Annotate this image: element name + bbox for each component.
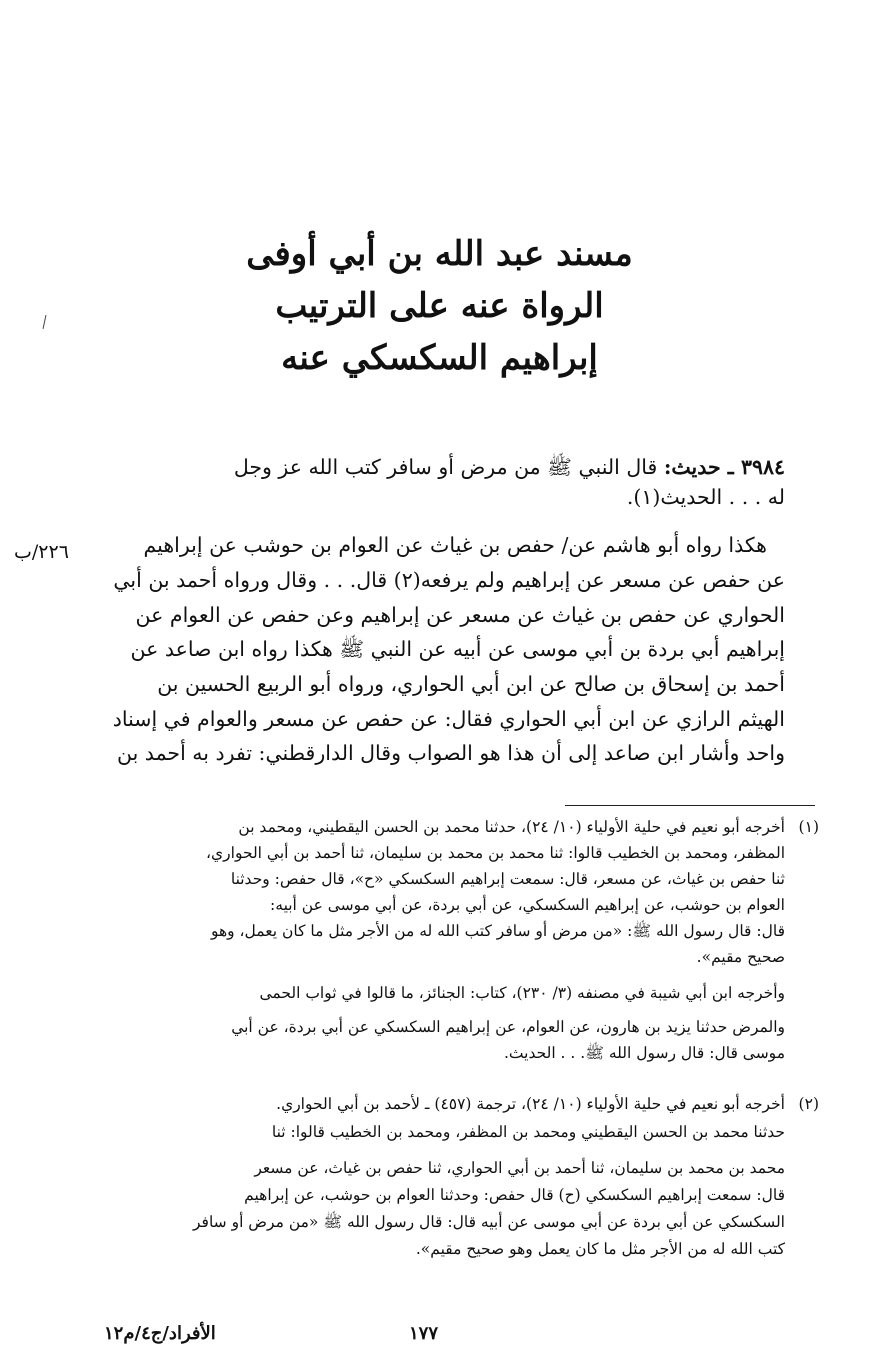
- footnote-separator: [565, 805, 815, 806]
- footnote-2-line: قال: سمعت إبراهيم السكسكي (ح) قال حفص: وحدثنا العوام بن حوشب، عن إبراهيم: [244, 1186, 785, 1204]
- footnote-1-line: أخرجه أبو نعيم في حلية الأولياء (١٠/ ٢٤)، حدثنا محمد بن الحسن اليقطيني، ومحمد بن: [238, 818, 785, 836]
- margin-folio-note: ٢٢٦/ب: [14, 541, 69, 563]
- page-number: ١٧٧: [409, 1323, 439, 1344]
- printer-signature: الأفراد/ج٤/م١٢: [104, 1323, 216, 1344]
- section-titles: [0, 228, 879, 384]
- footnote-2-line: كتب الله له من الأجر مثل ما كان يعمل وهو صحيح مقيم».: [415, 1240, 785, 1258]
- footnote-2-number: (٢): [798, 1095, 819, 1113]
- title-ibrahim: إبراهيم السكسكي عنه: [281, 338, 598, 378]
- hadith-text: قال النبي ﷺ من مرض أو سافر كتب الله عز وجل: [233, 455, 664, 479]
- title-musnad: مسند عبد الله بن أبي أوفى: [246, 234, 633, 274]
- footnote-2-line: السكسكي عن أبي بردة عن أبي موسى عن أبيه قال: قال رسول الله ﷺ «من مرض أو سافر: [192, 1213, 785, 1231]
- hadith-line-2: له . . . الحديث(١).: [626, 485, 785, 509]
- footnote-2-line: حدثنا محمد بن الحسن اليقطيني ومحمد بن المظفر، ومحمد بن الخطيب قالوا: ثنا: [271, 1123, 785, 1141]
- footnote-2-line: محمد بن محمد بن سليمان، ثنا أحمد بن أبي الحواري، ثنا حفص بن غياث، عن مسعر: [254, 1159, 785, 1177]
- footnote-1-line: قال: قال رسول الله ﷺ: «من مرض أو سافر كتب الله له من الأجر مثل ما كان يعمل، وهو: [210, 922, 785, 940]
- footnote-1-line: المظفر، ومحمد بن الخطيب قالوا: ثنا محمد بن محمد بن سليمان، ثنا أحمد بن أبي الحواري،: [206, 844, 785, 862]
- body-line-7: واحد وأشار ابن صاعد إلى أن هذا هو الصواب وقال الدارقطني: تفرد به أحمد بن: [116, 741, 785, 765]
- footnote-1-number: (١): [798, 818, 819, 836]
- body-line-6: الهيثم الرازي عن ابن أبي الحواري فقال: عن حفص عن مسعر والعوام في إسناد: [112, 707, 785, 731]
- footnote-1-line: العوام بن حوشب، عن إبراهيم السكسكي، عن أبي بردة، عن أبي موسى عن أبيه:: [270, 896, 785, 914]
- body-line-3: الحواري عن حفص بن غياث عن مسعر عن إبراهيم وعن حفص عن العوام عن: [135, 603, 785, 627]
- body-line-2: عن حفص عن مسعر عن إبراهيم ولم يرفعه(٢) قال. . . وقال ورواه أحمد بن أبي: [113, 568, 785, 592]
- footnote-1-line: وأخرجه ابن أبي شيبة في مصنفه (٣/ ٢٣٠)، كتاب: الجنائز، ما قالوا في ثواب الحمى: [259, 984, 785, 1002]
- footnote-1-line: ثنا حفص بن غياث، عن مسعر، قال: سمعت إبراهيم السكسكي «ح»، قال حفص: وحدثنا: [230, 870, 785, 888]
- body-line-5: أحمد بن إسحاق بن صالح عن ابن أبي الحواري، ورواه أبو الربيع الحسين بن: [157, 672, 785, 696]
- hadith-heading-line: [95, 452, 785, 482]
- footnote-2-line: أخرجه أبو نعيم في حلية الأولياء (١٠/ ٢٤)، ترجمة (٤٥٧) ـ لأحمد بن أبي الحواري.: [276, 1095, 785, 1113]
- footnote-1-line: والمرض حدثنا يزيد بن هارون، عن العوام، عن إبراهيم السكسكي عن أبي بردة، عن أبي: [231, 1018, 785, 1036]
- body-line-4: إبراهيم أبي بردة بن أبي موسى عن أبيه عن النبي ﷺ هكذا رواه ابن صاعد عن: [130, 637, 785, 661]
- footnote-1-line: صحيح مقيم».: [696, 948, 785, 966]
- hadith-number: ٣٩٨٤ ـ حديث:: [663, 455, 785, 479]
- footnote-1-line: موسى قال: قال رسول الله ﷺ. . . الحديث.: [504, 1044, 785, 1062]
- title-ruwat: الرواة عنه على الترتيب: [275, 286, 604, 326]
- body-line-1: هكذا رواه أبو هاشم عن/ حفص بن غياث عن العوام بن حوشب عن إبراهيم: [143, 533, 767, 557]
